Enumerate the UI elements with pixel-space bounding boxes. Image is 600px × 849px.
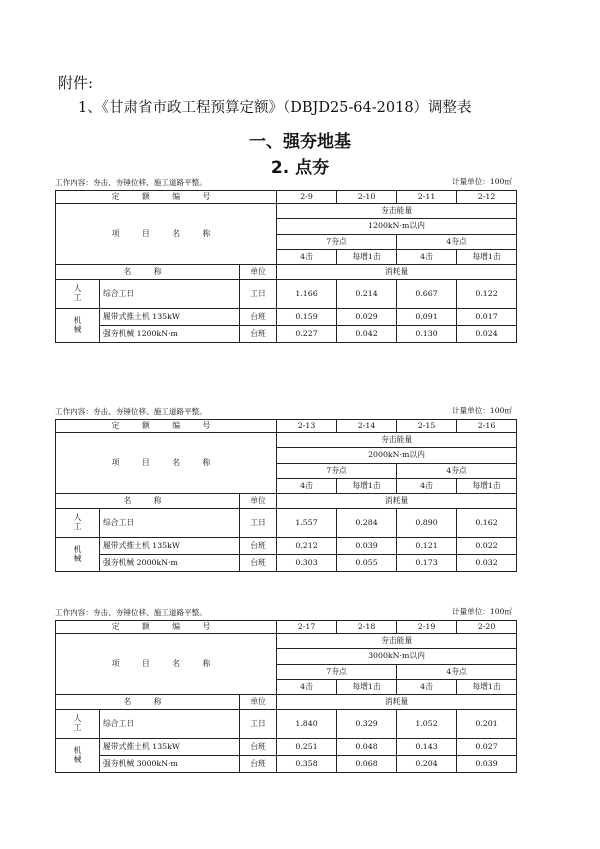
consumption-value: 0.284 [337, 509, 397, 538]
resource-unit: 工日 [240, 280, 277, 309]
energy-row [56, 204, 517, 219]
hits-label: 每增1击 [457, 479, 517, 494]
consumption-value: 0.358 [277, 756, 337, 773]
unit-column-header: 单位 [240, 265, 277, 280]
work-content: 工作内容：夯击、夯锤位移、施工道路平整。 [55, 608, 207, 617]
consumption-value: 0.039 [337, 538, 397, 555]
quota-code-label: 定 额 编 号 [56, 420, 277, 433]
item-name-label: 项 目 名 称 [56, 634, 277, 695]
name-column-header: 名 称 [56, 494, 240, 509]
consumption-value: 0.068 [337, 756, 397, 773]
hits-label: 每增1击 [457, 680, 517, 695]
work-content: 工作内容：夯击、夯锤位移、施工道路平整。 [55, 178, 207, 187]
consumption-value: 0.204 [397, 756, 457, 773]
consumption-value: 0.667 [397, 280, 457, 309]
consumption-value: 0.159 [277, 309, 337, 326]
consumption-value: 1.052 [397, 710, 457, 739]
resource-unit: 台班 [240, 739, 277, 756]
quota-code: 2-19 [397, 621, 457, 634]
consumption-value: 0.024 [457, 326, 517, 343]
quota-table-block [55, 405, 516, 572]
hits-label: 4击 [277, 680, 337, 695]
energy-condition: 3000kN·m以内 [277, 649, 517, 665]
item-name-label: 项 目 名 称 [56, 433, 277, 494]
energy-label: 夯击能量 [277, 204, 517, 219]
table-row [56, 538, 517, 555]
energy-condition: 1200kN·m以内 [277, 219, 517, 235]
resource-unit: 台班 [240, 756, 277, 773]
hits-label: 4击 [277, 479, 337, 494]
consumption-value: 0.027 [457, 739, 517, 756]
table-row [56, 309, 517, 326]
code-row [56, 621, 517, 634]
table-row [56, 710, 517, 739]
column-header-row [56, 265, 517, 280]
consumption-value: 1.166 [277, 280, 337, 309]
subsection-title: 2. 点夯 [270, 158, 330, 178]
unit-column-header: 单位 [240, 494, 277, 509]
consumption-value: 0.042 [337, 326, 397, 343]
table-meta [55, 606, 516, 620]
consumption-value: 0.022 [457, 538, 517, 555]
category-labor: 人 工 [56, 509, 100, 538]
resource-unit: 工日 [240, 509, 277, 538]
quota-code: 2-12 [457, 191, 517, 204]
consumption-value: 0.162 [457, 509, 517, 538]
energy-row [56, 433, 517, 448]
category-labor: 人 工 [56, 280, 100, 309]
code-row [56, 420, 517, 433]
name-column-header: 名 称 [56, 695, 240, 710]
quota-code: 2-15 [397, 420, 457, 433]
tamping-points: 7夯点 [277, 235, 397, 250]
energy-row [56, 634, 517, 649]
resource-name: 综合工日 [100, 280, 240, 309]
column-header-row [56, 494, 517, 509]
quota-code: 2-16 [457, 420, 517, 433]
code-row [56, 191, 517, 204]
consumption-value: 0.121 [397, 538, 457, 555]
consumption-header: 消耗量 [277, 695, 517, 710]
item-name-label: 项 目 名 称 [56, 204, 277, 265]
hits-label: 4击 [277, 250, 337, 265]
section-title: 一、强夯地基 [249, 132, 351, 152]
table-row [56, 739, 517, 756]
consumption-value: 0.039 [457, 756, 517, 773]
tamping-points: 4夯点 [397, 464, 517, 479]
resource-name: 强夯机械 1200kN·m [100, 326, 240, 343]
consumption-value: 0.122 [457, 280, 517, 309]
consumption-header: 消耗量 [277, 265, 517, 280]
table-meta [55, 405, 516, 419]
hits-label: 4击 [397, 680, 457, 695]
energy-label: 夯击能量 [277, 433, 517, 448]
resource-unit: 台班 [240, 538, 277, 555]
table-row [56, 326, 517, 343]
quota-code: 2-13 [277, 420, 337, 433]
consumption-value: 0.017 [457, 309, 517, 326]
column-header-row [56, 695, 517, 710]
table-meta [55, 176, 516, 190]
resource-name: 综合工日 [100, 509, 240, 538]
resource-unit: 台班 [240, 555, 277, 572]
quota-table-block [55, 606, 516, 773]
consumption-value: 0.251 [277, 739, 337, 756]
quota-code: 2-11 [397, 191, 457, 204]
consumption-value: 0.055 [337, 555, 397, 572]
tamping-points: 4夯点 [397, 235, 517, 250]
consumption-value: 0.303 [277, 555, 337, 572]
consumption-value: 0.173 [397, 555, 457, 572]
consumption-value: 0.143 [397, 739, 457, 756]
work-content: 工作内容：夯击、夯锤位移、施工道路平整。 [55, 407, 207, 416]
table-row [56, 280, 517, 309]
quota-code: 2-18 [337, 621, 397, 634]
resource-unit: 台班 [240, 326, 277, 343]
category-machine: 机 械 [56, 538, 100, 572]
consumption-value: 0.214 [337, 280, 397, 309]
measure-unit: 计量单位：100㎡ [451, 177, 512, 186]
hits-label: 每增1击 [337, 479, 397, 494]
consumption-value: 0.212 [277, 538, 337, 555]
quota-table [55, 620, 517, 773]
resource-unit: 台班 [240, 309, 277, 326]
category-machine: 机 械 [56, 739, 100, 773]
attachment-label: 附件: [58, 74, 94, 92]
energy-condition: 2000kN·m以内 [277, 448, 517, 464]
category-labor: 人 工 [56, 710, 100, 739]
consumption-value: 1.557 [277, 509, 337, 538]
consumption-header: 消耗量 [277, 494, 517, 509]
hits-label: 每增1击 [337, 250, 397, 265]
quota-code: 2-10 [337, 191, 397, 204]
resource-name: 履带式推土机 135kW [100, 538, 240, 555]
quota-table-block [55, 176, 516, 343]
consumption-value: 0.890 [397, 509, 457, 538]
consumption-value: 0.130 [397, 326, 457, 343]
resource-name: 强夯机械 2000kN·m [100, 555, 240, 572]
quota-table [55, 419, 517, 572]
measure-unit: 计量单位：100㎡ [451, 607, 512, 616]
resource-name: 强夯机械 3000kN·m [100, 756, 240, 773]
tamping-points: 7夯点 [277, 665, 397, 680]
name-column-header: 名 称 [56, 265, 240, 280]
quota-table [55, 190, 517, 343]
energy-label: 夯击能量 [277, 634, 517, 649]
quota-code: 2-9 [277, 191, 337, 204]
resource-name: 履带式推土机 135kW [100, 739, 240, 756]
hits-label: 4击 [397, 479, 457, 494]
consumption-value: 0.048 [337, 739, 397, 756]
measure-unit: 计量单位：100㎡ [451, 406, 512, 415]
consumption-value: 0.032 [457, 555, 517, 572]
table-row [56, 555, 517, 572]
resource-name: 履带式推土机 135kW [100, 309, 240, 326]
consumption-value: 0.091 [397, 309, 457, 326]
hits-label: 每增1击 [457, 250, 517, 265]
quota-code: 2-20 [457, 621, 517, 634]
consumption-value: 0.329 [337, 710, 397, 739]
document-title: 1、《甘肃省市政工程预算定额》（DBJD25-64-2018）调整表 [78, 100, 472, 116]
table-row [56, 509, 517, 538]
unit-column-header: 单位 [240, 695, 277, 710]
table-row [56, 756, 517, 773]
tamping-points: 4夯点 [397, 665, 517, 680]
quota-code-label: 定 额 编 号 [56, 191, 277, 204]
hits-label: 每增1击 [337, 680, 397, 695]
consumption-value: 0.029 [337, 309, 397, 326]
resource-name: 综合工日 [100, 710, 240, 739]
category-machine: 机 械 [56, 309, 100, 343]
consumption-value: 0.201 [457, 710, 517, 739]
resource-unit: 工日 [240, 710, 277, 739]
consumption-value: 0.227 [277, 326, 337, 343]
hits-label: 4击 [397, 250, 457, 265]
quota-code-label: 定 额 编 号 [56, 621, 277, 634]
tamping-points: 7夯点 [277, 464, 397, 479]
consumption-value: 1.840 [277, 710, 337, 739]
quota-code: 2-17 [277, 621, 337, 634]
quota-code: 2-14 [337, 420, 397, 433]
